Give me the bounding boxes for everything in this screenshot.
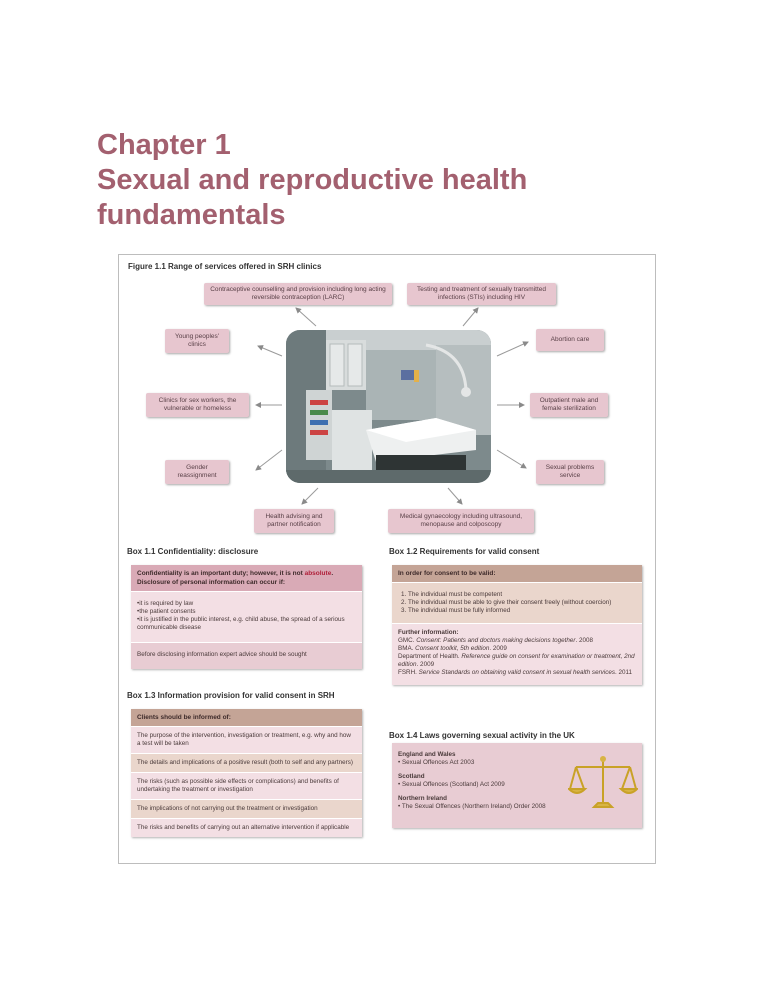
service-gynaecology: Medical gynaecology including ultrasound, menopause and colposcopy — [388, 509, 534, 533]
list-item: The risks (such as possible side effects or complications) and benefits of undertaking the treatment or investigation — [131, 772, 362, 799]
list-item: The risks and benefits of carrying out an alternative intervention if applicable — [131, 818, 362, 837]
list-item: 1. The individual must be competent — [408, 591, 636, 599]
box14-laws — [392, 743, 584, 816]
further-info-title: Further information: — [398, 629, 459, 636]
service-health-advising: Health advising and partner notification — [254, 509, 334, 533]
box12-list — [392, 582, 642, 623]
service-young-peoples: Young peoples' clinics — [165, 329, 229, 353]
box13-title: Box 1.3 Information provision for valid consent in SRH — [127, 691, 335, 700]
law-act: • Sexual Offences (Scotland) Act 2009 — [398, 781, 505, 788]
box11 — [131, 565, 362, 669]
box14 — [392, 743, 642, 828]
list-item: 3. The individual must be fully informed — [408, 607, 636, 615]
reference: Department of Health. Reference guide on consent for examination or treatment, 2nd edition. 2009 — [398, 653, 635, 668]
service-sti: Testing and treatment of sexually transmitted infections (STIs) including HIV — [407, 283, 556, 305]
law-region: England and Wales — [398, 751, 456, 758]
chapter-title-line2: fundamentals — [97, 199, 286, 231]
reference: GMC. Consent: Patients and doctors making decisions together. 2008 — [398, 637, 593, 644]
box12 — [392, 565, 642, 685]
box11-title: Box 1.1 Confidentiality: disclosure — [127, 547, 259, 556]
chapter-number: Chapter 1 — [97, 129, 231, 161]
list-item: The implications of not carrying out the treatment or investigation — [131, 799, 362, 818]
list-item: The purpose of the intervention, investigation or treatment, e.g. why and how a test will be taken — [131, 726, 362, 753]
service-clinics-sex-workers: Clinics for sex workers, the vulnerable or homeless — [146, 393, 249, 417]
box11-footer: Before disclosing information expert advice should be sought — [131, 642, 362, 669]
clinic-room-illustration — [286, 330, 491, 483]
list-item: • it is justified in the public interest, e.g. child abuse, the spread of a serious communicable disease — [137, 616, 356, 632]
chapter-heading — [97, 128, 527, 233]
list-item: • the patient consents — [137, 608, 356, 616]
reference: FSRH. Service Standards on obtaining valid consent in sexual health services. 2011 — [398, 669, 633, 676]
list-item: • it is required by law — [137, 600, 356, 608]
box12-further — [392, 623, 642, 685]
law-region: Scotland — [398, 773, 425, 780]
chapter-title-line1: Sexual and reproductive health — [97, 164, 528, 196]
box12-title: Box 1.2 Requirements for valid consent — [389, 547, 540, 556]
scales-of-justice-icon — [568, 753, 638, 813]
law-act: • Sexual Offences Act 2003 — [398, 759, 475, 766]
service-sterilization: Outpatient male and female sterilization — [530, 393, 608, 417]
reference: BMA. Consent toolkit, 5th edition. 2009 — [398, 645, 507, 652]
service-sexual-problems: Sexual problems service — [536, 460, 604, 484]
box11-list — [131, 591, 362, 642]
clinic-room-photo — [286, 330, 491, 483]
law-act: • The Sexual Offences (Northern Ireland) Order 2008 — [398, 803, 546, 810]
box13-header: Clients should be informed of: — [131, 709, 362, 726]
highlight-absolute: absolute — [304, 570, 332, 577]
list-item: 2. The individual must be able to give their consent freely (without coercion) — [408, 599, 636, 607]
service-gender-reassignment: Gender reassignment — [165, 460, 229, 484]
box11-header: Confidentiality is an important duty; however, it is not absolute. Disclosure of personal information can occur if: — [131, 565, 362, 591]
list-item: The details and implications of a positive result (both to self and any partners) — [131, 753, 362, 772]
service-contraceptive: Contraceptive counselling and provision including long acting reversible contraception (LARC) — [204, 283, 392, 305]
box12-header: In order for consent to be valid: — [392, 565, 642, 582]
box13 — [131, 709, 362, 837]
box14-title: Box 1.4 Laws governing sexual activity in the UK — [389, 731, 575, 740]
service-abortion: Abortion care — [536, 329, 604, 351]
figure-title: Figure 1.1 Range of services offered in SRH clinics — [128, 262, 322, 271]
law-region: Northern Ireland — [398, 795, 447, 802]
